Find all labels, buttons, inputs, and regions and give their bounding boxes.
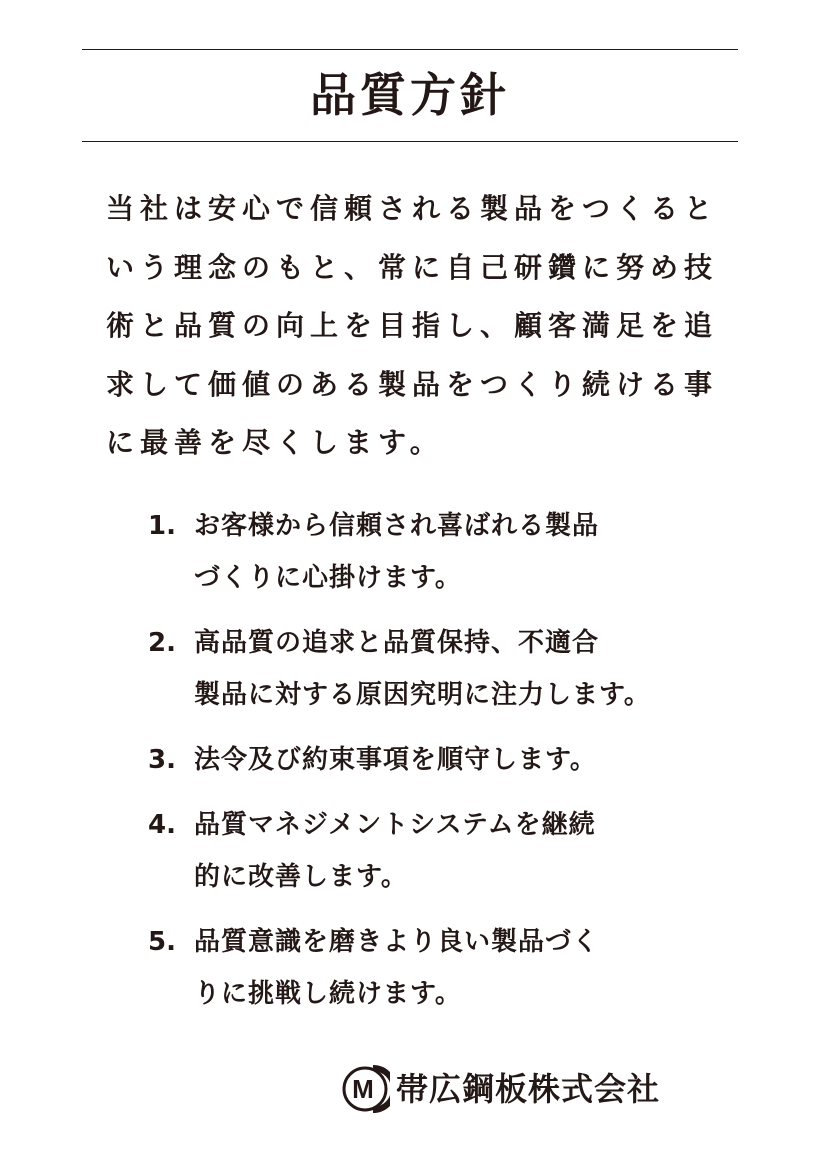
policy-item-2: [148, 617, 748, 721]
policy-line: お客様から信頼され喜ばれる製品: [194, 511, 600, 541]
policy-item-4: [148, 799, 748, 903]
intro-line: 当社は安心で信頼される製品をつくると: [106, 192, 719, 225]
intro-line: 求して価値のある製品をつくり続ける事: [106, 367, 719, 401]
company-name: 帯広鋼板株式会社: [396, 1070, 661, 1108]
policy-number: 2.: [148, 628, 176, 658]
policy-line: 的に改善します。: [194, 862, 408, 892]
policy-line: 高品質の追求と品質保持、不適合: [194, 628, 600, 658]
policy-number: 1.: [148, 511, 176, 541]
policy-line: づくりに心掛けます。: [194, 563, 462, 593]
logo-letter: M: [352, 1074, 374, 1104]
intro-line: に最善を尽くします。: [106, 426, 444, 459]
intro-line: いう理念のもと、常に自己研鑽に努め技: [106, 250, 719, 284]
policy-number: 5.: [148, 927, 176, 957]
policy-line: 品質意識を磨きより良い製品づく: [194, 927, 600, 957]
policy-item-3: [148, 734, 748, 786]
page-title: 品質方針: [310, 68, 510, 122]
company-m-logo-icon: [340, 1064, 390, 1114]
policy-number: 4.: [148, 810, 176, 840]
company-signature: [340, 1063, 660, 1115]
title-rule-bottom: [82, 141, 738, 142]
intro-paragraph: [106, 180, 746, 473]
title-rule-top: [82, 49, 738, 50]
policy-line: 法令及び約束事項を順守します。: [194, 745, 597, 775]
policy-list: [148, 500, 748, 1033]
policy-item-5: [148, 916, 748, 1020]
policy-line: りに挑戦し続けます。: [194, 979, 462, 1009]
policy-item-1: [148, 500, 748, 604]
policy-line: 品質マネジメントシステムを継続: [194, 810, 596, 840]
policy-line: 製品に対する原因究明に注力します。: [194, 680, 651, 710]
policy-number: 3.: [148, 745, 176, 775]
intro-line: 術と品質の向上を目指し、顧客満足を追: [106, 309, 719, 342]
